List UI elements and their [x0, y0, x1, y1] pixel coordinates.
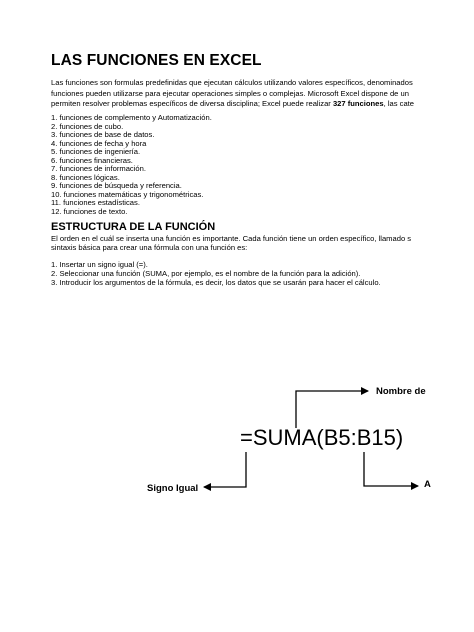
structure-line-1: El orden en el cuál se inserta una función es importante. Cada función tiene un orden específico, llamado s [51, 234, 412, 243]
list-item: 1. funciones de complemento y Automatización. [51, 113, 212, 122]
list-item: 3. funciones de base de datos. [51, 130, 155, 139]
step-item: 3. Introducir los argumentos de la fórmula, es decir, los datos que se usarán para hacer el cálculo. [51, 278, 381, 288]
connector-arguments [364, 452, 418, 486]
list-item: 10. funciones matemáticas y trigonométricas. [51, 189, 204, 199]
list-item: 2. funciones de cubo. [51, 121, 124, 131]
intro-line-3 [51, 99, 451, 110]
structure-paragraph [51, 234, 451, 287]
intro-line-2: funciones pueden utilizarse para ejecutar operaciones simples o complejas. Microsoft Excel dispone de un [51, 88, 409, 98]
step-item: 1. Insertar un signo igual (=). [51, 259, 148, 269]
intro-line-3-after: , las cate [383, 99, 414, 109]
connector-function-name [296, 391, 368, 428]
label-function-name: Nombre de [376, 386, 426, 397]
label-equal-sign: Signo Igual [147, 483, 199, 494]
list-item: 5. funciones de ingeniería. [51, 147, 141, 156]
list-item: 9. funciones de búsqueda y referencia. [51, 181, 182, 190]
list-item: 4. funciones de fecha y hora [51, 138, 147, 148]
structure-line-2: sintaxis básica para crear una fórmula con una función es: [51, 243, 248, 253]
label-arguments: A [424, 479, 431, 490]
function-category-list [51, 114, 212, 216]
list-item: 11. funciones estadísticas. [51, 198, 140, 207]
list-item: 7. funciones de información. [51, 164, 146, 173]
connector-equal-sign [204, 452, 246, 487]
list-item: 12. funciones de texto. [51, 206, 128, 216]
intro-line-3-before: permiten resolver problemas específicos de diversa disciplina; Excel puede realizar [51, 99, 333, 109]
step-item: 2. Seleccionar una función (SUMA, por ejemplo, es el nombre de la función para la adición). [51, 268, 361, 278]
structure-heading: ESTRUCTURA DE LA FUNCIÓN [51, 221, 216, 233]
list-item: 6. funciones financieras. [51, 155, 133, 165]
intro-line-1: Las funciones son formulas predefinidas que ejecutan cálculos utilizando valores específicos, denominados [51, 78, 413, 87]
intro-paragraph [51, 78, 451, 110]
paragraph-gap [51, 253, 451, 260]
formula-example: =SUMA(B5:B15) [240, 425, 404, 450]
intro-count-bold: 327 funciones [332, 99, 384, 109]
document-title: LAS FUNCIONES EN EXCEL [51, 52, 262, 69]
list-item: 8. funciones lógicas. [51, 172, 120, 182]
